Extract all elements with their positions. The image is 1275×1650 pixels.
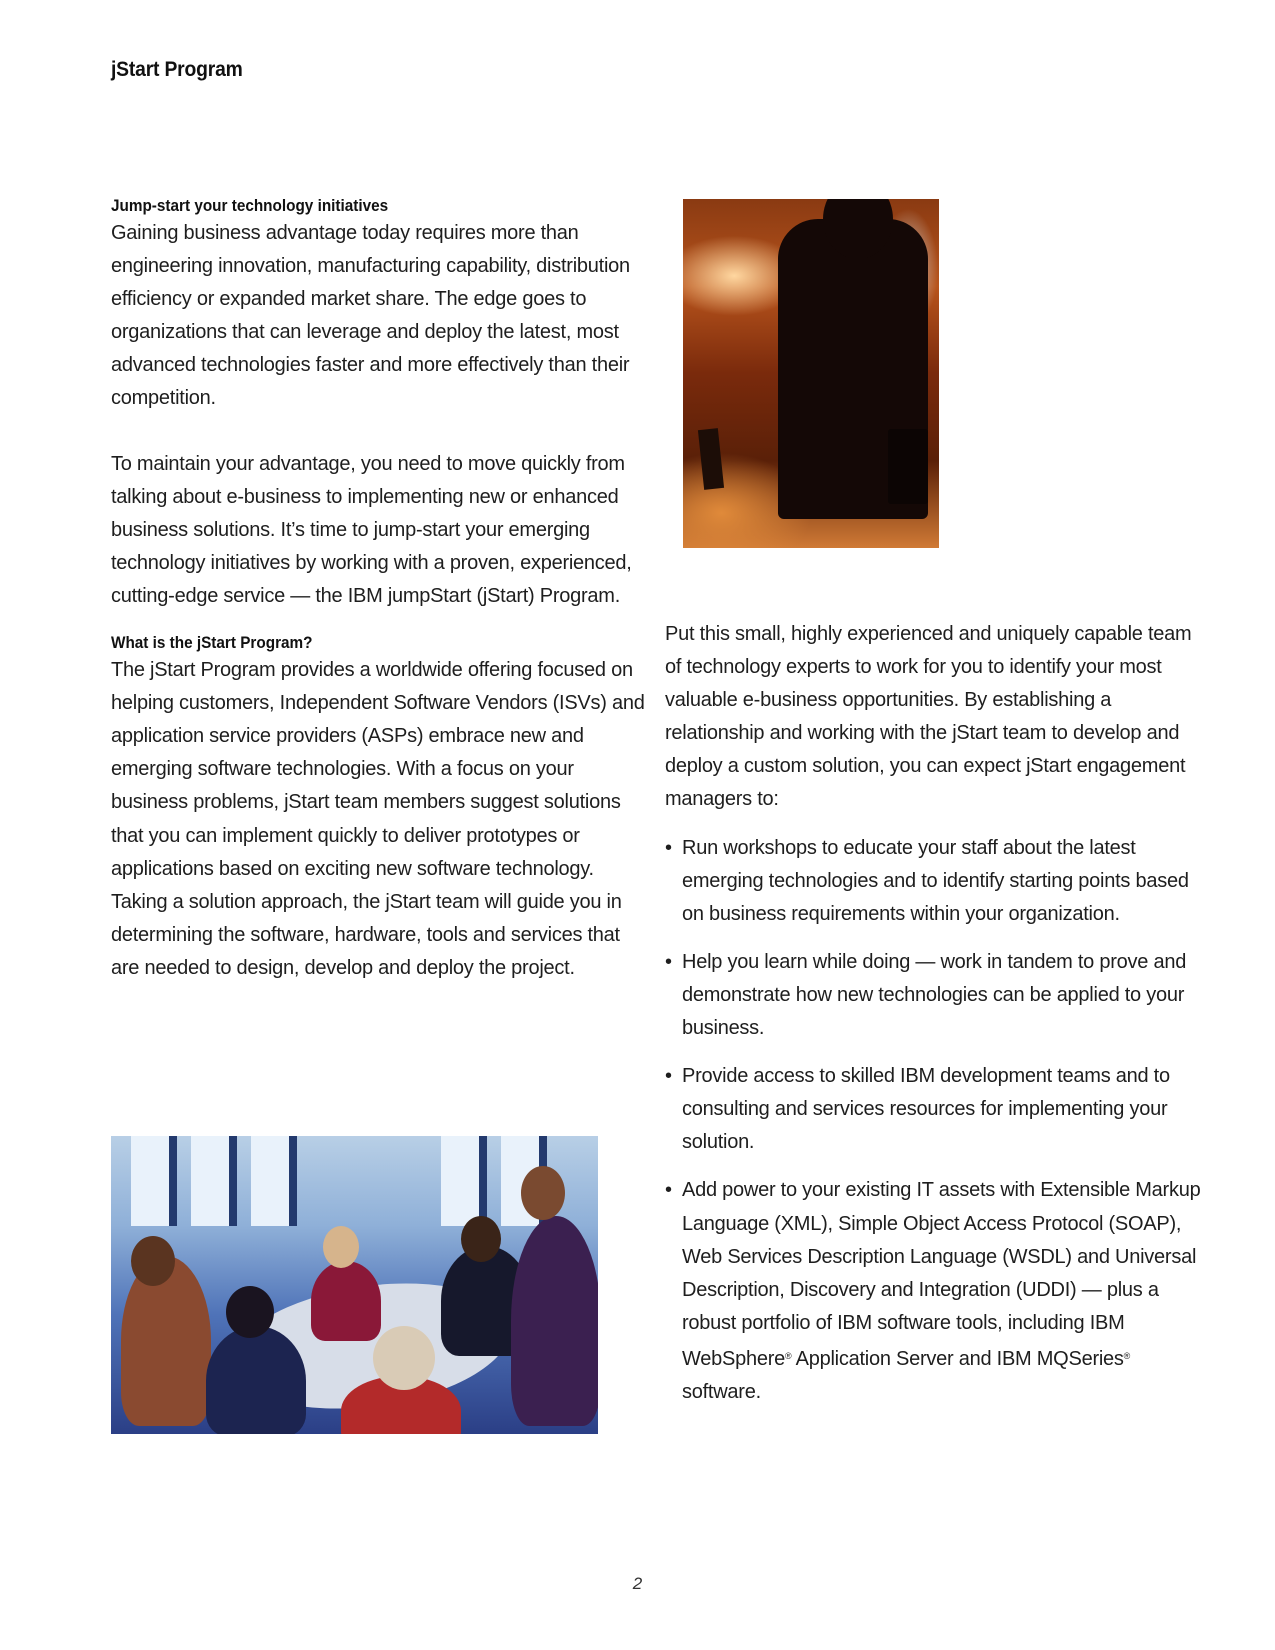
section-heading-what-is-jstart: What is the jStart Program? (111, 633, 313, 653)
list-item: • Help you learn while doing — work in tandem to prove and demonstrate how new technologies can be applied to your business. (665, 950, 1187, 1040)
paragraph-business-advantage: Gaining business advantage today requires more than engineering innovation, manufacturing capability, distribution efficiency or expanded market share. The edge goes to organizations that can leverage and deploy the latest, most advanced technologies faster and more effectively than their competition. (111, 222, 630, 410)
list-item: • Add power to your existing IT assets with Extensible Markup Language (XML), Simple Object Access Protocol (SOAP), Web Services Description Language (WSDL) and Universal Description, Discovery and Integration (UDDI) — plus a robust portfolio of IBM software tools, including IBM WebSphere® Application Server and IBM MQSeries® software. (665, 1179, 1201, 1403)
list-item: • Run workshops to educate your staff about the latest emerging technologies and to identify starting points based on business requirements within your organization. (665, 836, 1189, 925)
left-column (111, 195, 651, 985)
registered-mark: ® (1123, 1350, 1131, 1361)
section-heading-jump-start: Jump-start your technology initiatives (111, 196, 389, 215)
registered-mark: ® (785, 1350, 792, 1361)
right-column (665, 618, 1205, 1424)
engagement-list (665, 832, 1205, 1410)
paragraph-maintain-advantage: To maintain your advantage, you need to move quickly from talking about e-business to implementing new or enhanced business solutions. It’s time to jump-start your emerging technology initiatives by working with a proven, experienced, cutting-edge service — the IBM jumpStart (jStart) Program. (111, 452, 632, 607)
business-traveler-photo (683, 199, 939, 548)
list-item: • Provide access to skilled IBM development teams and to consulting and services resources for implementing your solution. (665, 1065, 1170, 1154)
team-meeting-photo (111, 1136, 598, 1434)
running-header-title: jStart Program (111, 58, 243, 81)
paragraph-put-this-team: Put this small, highly experienced and uniquely capable team of technology experts to work for you to identify your most valuable e-business opportunities. By establishing a relationship and working with the jStart team to develop and deploy a custom solution, you can expect jStart engagement managers to: (665, 623, 1192, 811)
paragraph-jstart-description: The jStart Program provides a worldwide offering focused on helping customers, Independent Software Vendors (ISVs) and application service providers (ASPs) embrace new and emerging software technologies. With a focus on your business problems, jStart team members suggest solutions that you can implement quickly to deliver prototypes or applications based on exciting new software technology. Taking a solution approach, the jStart team will guide you in determining the software, hardware, tools and services that are needed to design, develop and deploy the project. (111, 659, 645, 979)
page-number: 2 (632, 1574, 643, 1593)
